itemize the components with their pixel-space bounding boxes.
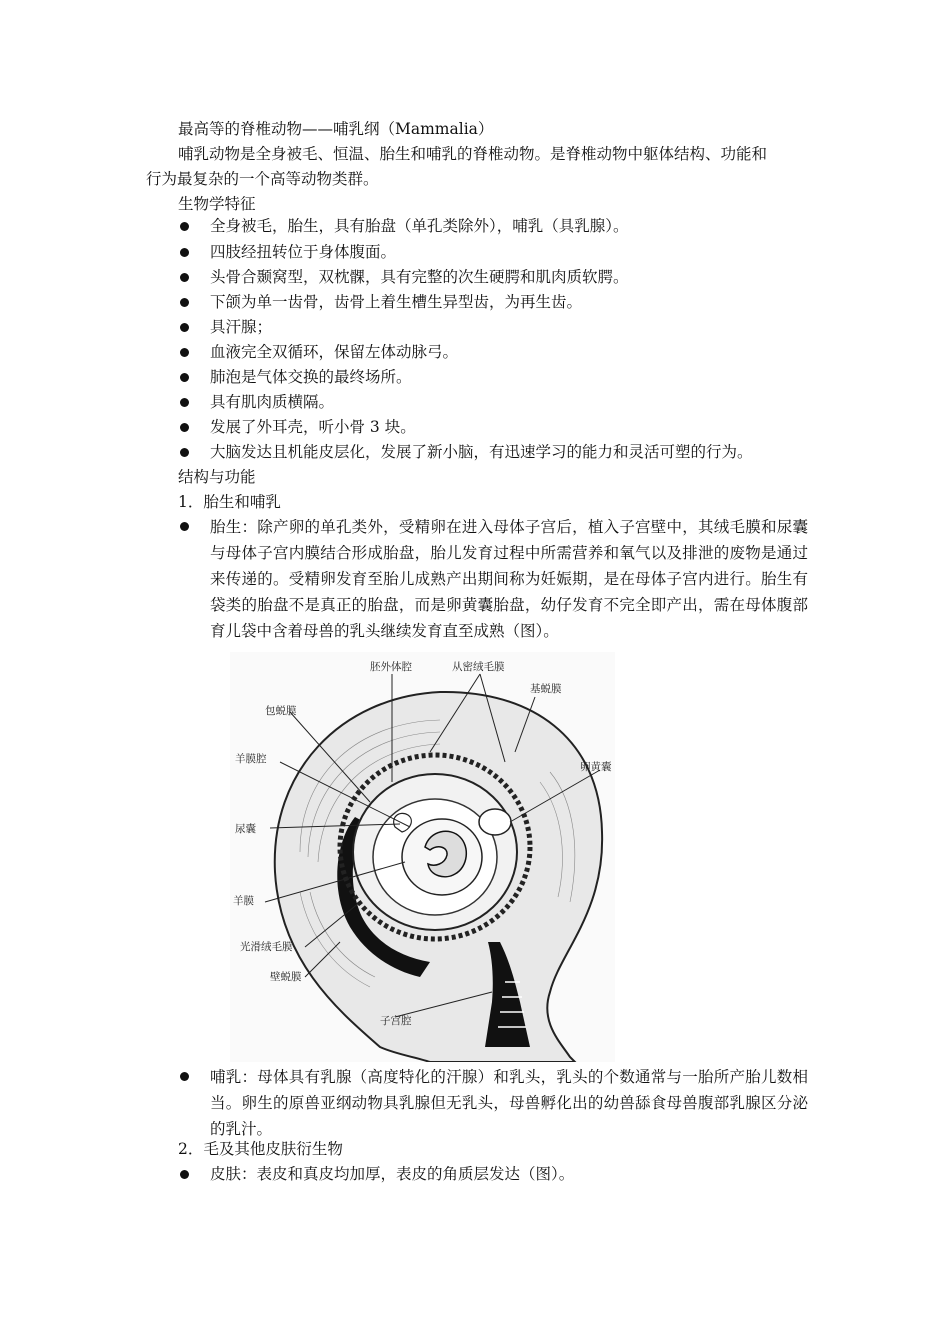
- page-title: 最高等的脊椎动物——哺乳纲（Mammalia）: [178, 120, 494, 138]
- bio-item: 下颌为单一齿骨，齿骨上着生槽生异型齿，为再生齿。: [210, 293, 583, 311]
- bio-item: 肺泡是气体交换的最终场所。: [210, 368, 412, 386]
- bullet-icon: [180, 222, 189, 231]
- bio-item: 具有肌肉质横隔。: [210, 393, 335, 411]
- bio-item: 全身被毛，胎生，具有胎盘（单孔类除外），哺乳（具乳腺）。: [210, 217, 629, 235]
- subheading-1: 1．胎生和哺乳: [178, 493, 281, 511]
- label-decidua-capsularis: 包蜕膜: [265, 705, 297, 717]
- bullet-icon: [180, 248, 189, 257]
- label-allantois: 尿囊: [235, 823, 256, 835]
- bullet-icon: [180, 348, 189, 357]
- label-amnion: 羊膜: [233, 895, 254, 907]
- label-decidua-basalis: 基蜕膜: [530, 683, 562, 695]
- bullet-icon: [180, 298, 189, 307]
- intro-line-1: 哺乳动物是全身被毛、恒温、胎生和哺乳的脊椎动物。是脊椎动物中躯体结构、功能和: [178, 145, 768, 163]
- yolk-sac: [479, 809, 511, 835]
- placenta-diagram: [230, 652, 615, 1062]
- label-decidua-parietalis: 壁蜕膜: [270, 971, 302, 983]
- bullet-icon: [180, 323, 189, 332]
- label-yolk-sac: 卵黄囊: [580, 761, 612, 773]
- bullet-icon: [180, 398, 189, 407]
- bio-item: 发展了外耳壳，听小骨 3 块。: [210, 418, 416, 436]
- section-heading-structure: 结构与功能: [178, 468, 256, 486]
- buru-paragraph: 哺乳：母体具有乳腺（高度特化的汗腺）和乳头，乳头的个数通常与一胎所产胎儿数相当。卵生的原兽亚纲动物具乳腺但无乳头，母兽孵化出的幼兽舔食母兽腹部乳腺区分泌的乳汁。: [210, 1068, 808, 1138]
- bullet-icon: [180, 1170, 189, 1179]
- bio-item: 大脑发达且机能皮层化，发展了新小脑，有迅速学习的能力和灵活可塑的行为。: [210, 443, 753, 461]
- bullet-icon: [180, 273, 189, 282]
- pifu-item: 皮肤：表皮和真皮均加厚，表皮的角质层发达（图）。: [210, 1165, 575, 1183]
- bullet-icon: [180, 1072, 189, 1081]
- bio-item: 血液完全双循环，保留左体动脉弓。: [210, 343, 459, 361]
- bullet-icon: [180, 423, 189, 432]
- taisheng-paragraph: 胎生：除产卵的单孔类外，受精卵在进入母体子宫后，植入子宫壁中，其绒毛膜和尿囊与母体子宫内膜结合形成胎盘，胎儿发育过程中所需营养和氧气以及排泄的废物是通过来传递的。受精卵发育至胎儿成熟产出期间称为妊娠期，是在母体子宫内进行。胎生有袋类的胎盘不是真正的胎盘，而是卵黄囊胎盘，幼仔发育不完全即产出，需在母体腹部育儿袋中含着母兽的乳头继续发育直至成熟（图）。: [210, 518, 808, 640]
- bullet-icon: [180, 448, 189, 457]
- bullet-icon: [180, 522, 189, 531]
- bio-item: 具汗腺；: [210, 318, 273, 336]
- label-chorion-laeve: 光滑绒毛膜: [240, 941, 293, 953]
- label-amniotic-cavity: 羊膜腔: [235, 753, 267, 765]
- bio-item: 四肢经扭转位于身体腹面。: [210, 243, 397, 261]
- section-heading-bio: 生物学特征: [178, 195, 256, 213]
- label-uterine-cavity: 子宫腔: [380, 1015, 412, 1027]
- subheading-2: 2．毛及其他皮肤衍生物: [178, 1140, 343, 1158]
- intro-line-2: 行为最复杂的一个高等动物类群。: [146, 170, 379, 188]
- bullet-icon: [180, 373, 189, 382]
- label-extraembryonic-coelom: 胚外体腔: [370, 661, 412, 673]
- bio-item: 头骨合颞窝型，双枕髁，具有完整的次生硬腭和肌肉质软腭。: [210, 268, 629, 286]
- amnion: [402, 819, 482, 895]
- label-chorion-frondosum: 从密绒毛膜: [452, 661, 505, 673]
